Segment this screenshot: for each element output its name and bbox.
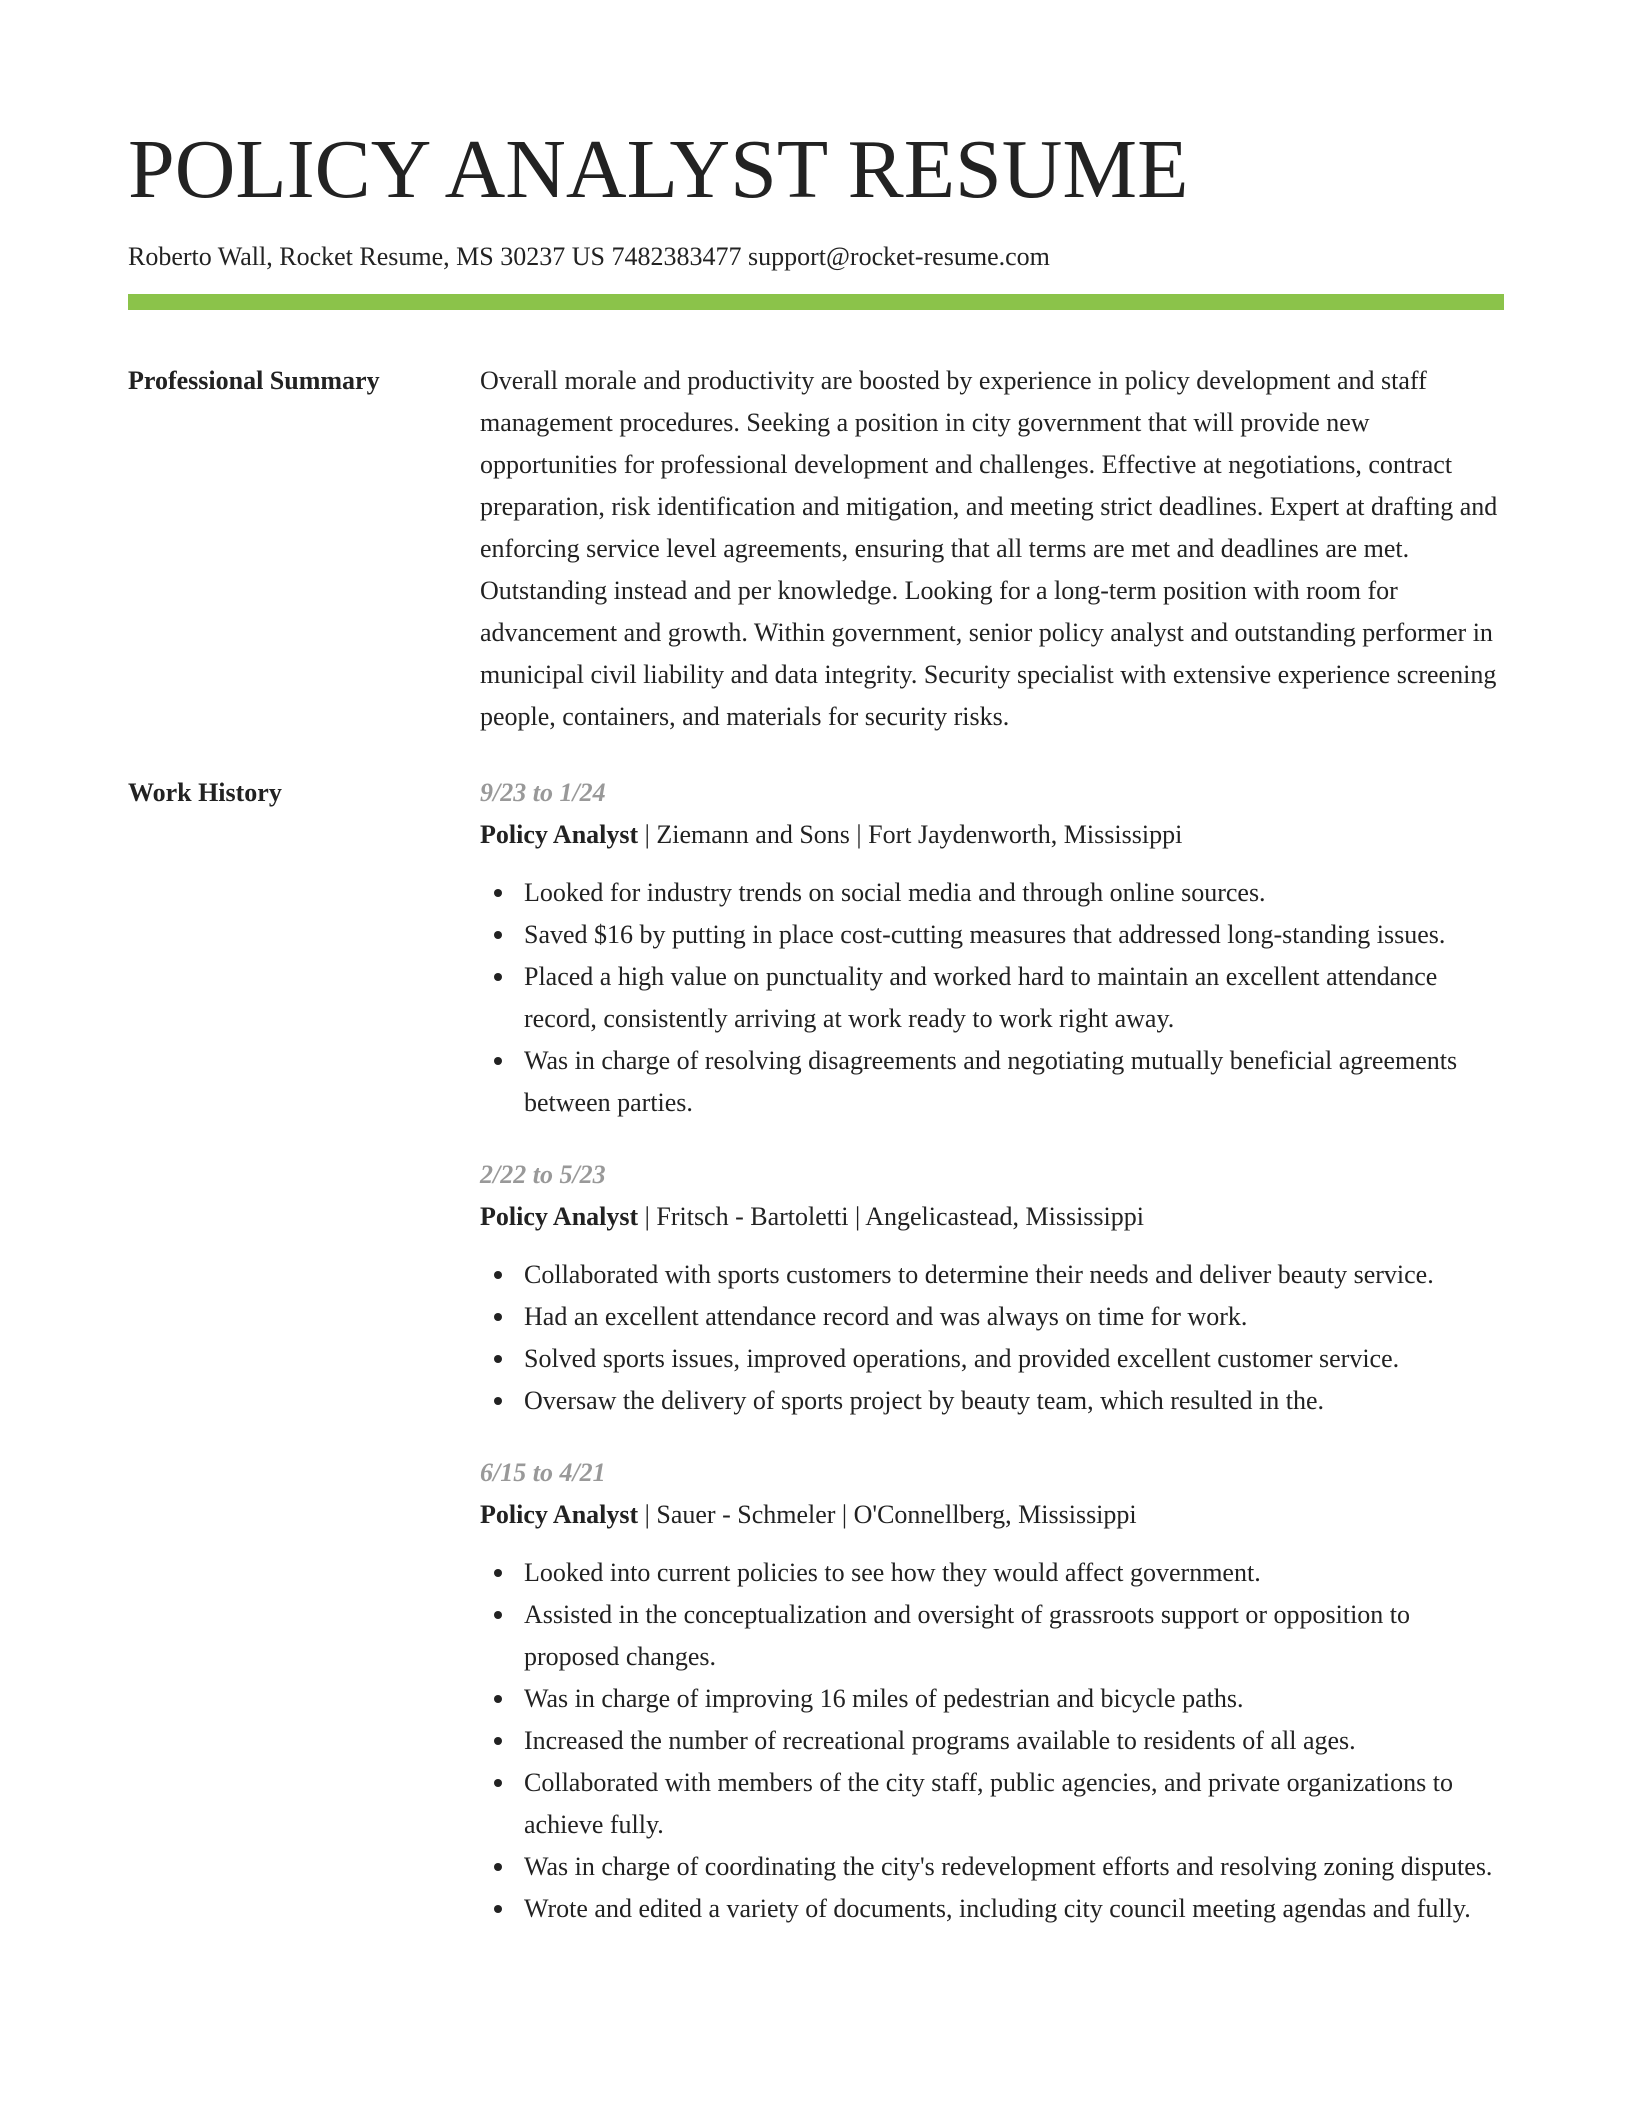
- job-bullet: Assisted in the conceptualization and oversight of grassroots support or opposition to proposed changes.: [480, 1594, 1504, 1678]
- job-details: | Fritsch - Bartoletti | Angelicastead, Mississippi: [638, 1202, 1144, 1231]
- job-bullet: Saved $16 by putting in place cost-cutting measures that addressed long-standing issues.: [480, 914, 1504, 956]
- contact-line: Roberto Wall, Rocket Resume, MS 30237 US 7482383477 support@rocket-resume.com: [128, 242, 1050, 271]
- job-bullet: Looked into current policies to see how they would affect government.: [480, 1552, 1504, 1594]
- job-bullet: Was in charge of resolving disagreements and negotiating mutually beneficial agreements between parties.: [480, 1040, 1504, 1124]
- job-bullet: Solved sports issues, improved operations, and provided excellent customer service.: [480, 1338, 1504, 1380]
- job-bullet: Was in charge of coordinating the city's redevelopment efforts and resolving zoning disputes.: [480, 1846, 1504, 1888]
- job-bullet: Collaborated with members of the city staff, public agencies, and private organizations to achieve fully.: [480, 1762, 1504, 1846]
- job-bullet: Placed a high value on punctuality and worked hard to maintain an excellent attendance record, consistently arriving at work ready to work right away.: [480, 956, 1504, 1040]
- job-date: 9/23 to 1/24: [480, 778, 606, 807]
- work-history-list: [480, 772, 1504, 1960]
- summary-text: Overall morale and productivity are boosted by experience in policy development and staff management procedures. Seeking a position in city government that will provide new opportunities for professional development and challenges. Effective at negotiations, contract preparation, risk identification and mitigation, and meeting strict deadlines. Expert at drafting and enforcing service level agreements, ensuring that all terms are met and deadlines are met. Outstanding instead and per knowledge. Looking for a long-term position with room for advancement and growth. Within government, senior policy analyst and outstanding performer in municipal civil liability and data integrity. Security specialist with extensive experience screening people, containers, and materials for security risks.: [480, 366, 1498, 731]
- resume-page: [128, 120, 1504, 1960]
- job-heading: [480, 1494, 1504, 1536]
- job-entry: [480, 772, 1504, 1124]
- job-bullets: [480, 1254, 1504, 1422]
- summary-label: Professional Summary: [128, 366, 380, 395]
- work-history-label: Work History: [128, 778, 282, 807]
- page-title: POLICY ANALYST RESUME: [128, 123, 1189, 216]
- job-heading: [480, 1196, 1504, 1238]
- job-bullet: Was in charge of improving 16 miles of pedestrian and bicycle paths.: [480, 1678, 1504, 1720]
- job-date: 6/15 to 4/21: [480, 1458, 606, 1487]
- job-bullet: Oversaw the delivery of sports project by beauty team, which resulted in the.: [480, 1380, 1504, 1422]
- job-bullet: Looked for industry trends on social media and through online sources.: [480, 872, 1504, 914]
- job-details: | Sauer - Schmeler | O'Connellberg, Mississippi: [638, 1500, 1137, 1529]
- job-date: 2/22 to 5/23: [480, 1160, 606, 1189]
- job-details: | Ziemann and Sons | Fort Jaydenworth, Mississippi: [638, 820, 1183, 849]
- job-heading: [480, 814, 1504, 856]
- summary-section: [128, 360, 1504, 738]
- job-title: Policy Analyst: [480, 1500, 639, 1529]
- job-entry: [480, 1154, 1504, 1422]
- work-history-section: [128, 772, 1504, 1960]
- job-bullet: Increased the number of recreational programs available to residents of all ages.: [480, 1720, 1504, 1762]
- job-entry: [480, 1452, 1504, 1930]
- job-bullets: [480, 1552, 1504, 1930]
- job-bullet: Collaborated with sports customers to determine their needs and deliver beauty service.: [480, 1254, 1504, 1296]
- job-title: Policy Analyst: [480, 820, 639, 849]
- job-bullet: Wrote and edited a variety of documents, including city council meeting agendas and fully.: [480, 1888, 1504, 1930]
- job-bullet: Had an excellent attendance record and was always on time for work.: [480, 1296, 1504, 1338]
- job-title: Policy Analyst: [480, 1202, 639, 1231]
- job-bullets: [480, 872, 1504, 1124]
- accent-divider: [128, 294, 1504, 310]
